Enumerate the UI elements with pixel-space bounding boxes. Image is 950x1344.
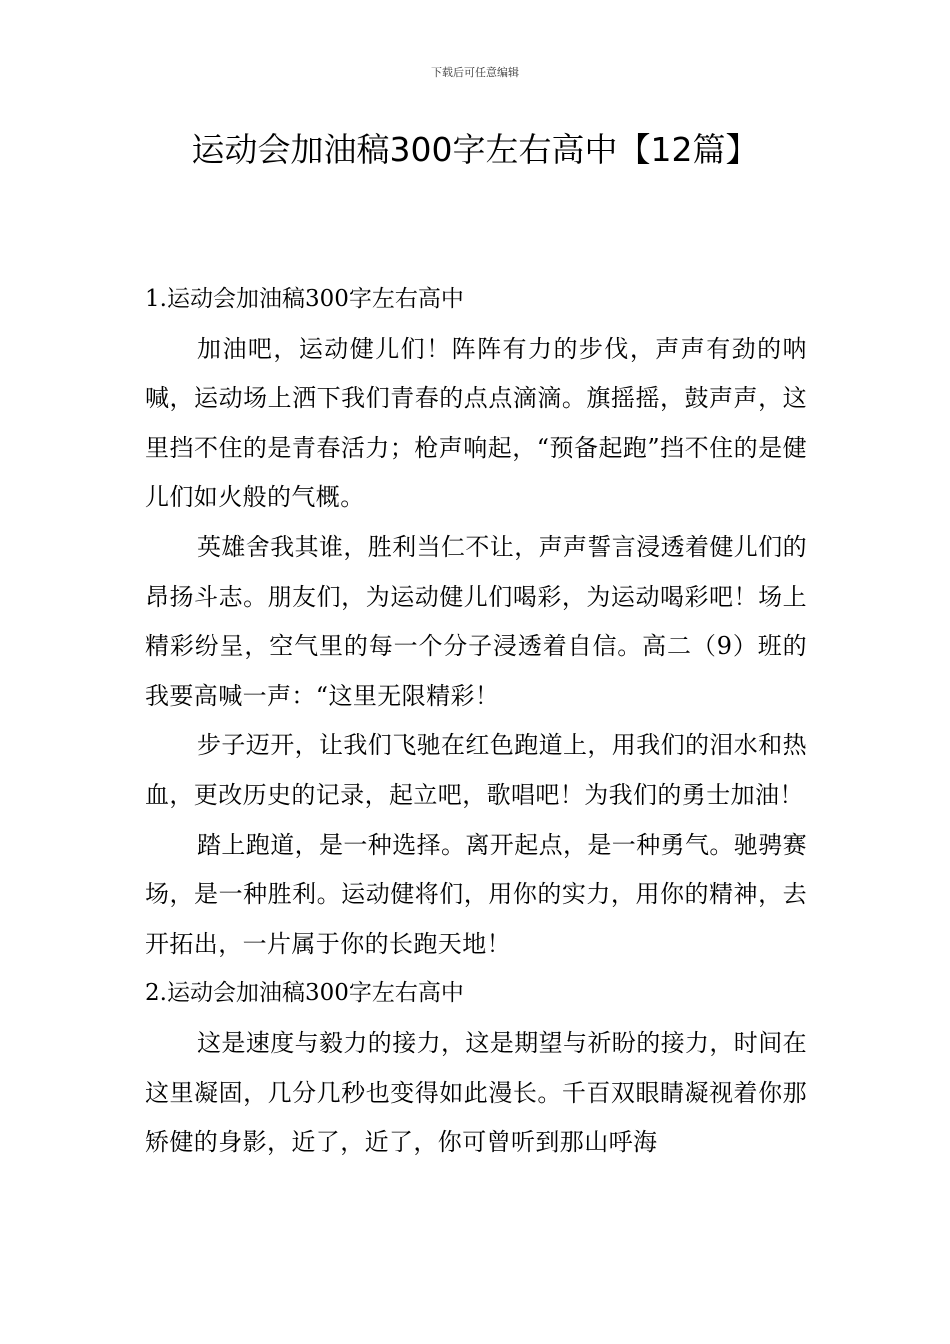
- paragraph: 英雄舍我其谁，胜利当仁不让，声声誓言浸透着健儿们的昂扬斗志。朋友们，为运动健儿们喝彩，为运动喝彩吧！场上精彩纷呈，空气里的每一个分子浸透着自信。高二（9）班的我要高喊一声：“这里无限精彩！: [145, 532, 807, 710]
- section-heading: 1.运动会加油稿300字左右高中: [145, 286, 464, 312]
- section-2: [145, 969, 807, 1167]
- document-body: [145, 275, 807, 1168]
- paragraph: 踏上跑道，是一种选择。离开起点，是一种勇气。驰骋赛场，是一种胜利。运动健将们，用你的实力，用你的精神，去开拓出，一片属于你的长跑天地！: [145, 830, 807, 958]
- section-heading: 2.运动会加油稿300字左右高中: [145, 980, 464, 1007]
- paragraph: 这是速度与毅力的接力，这是期望与祈盼的接力，时间在这里凝固，几分几秒也变得如此漫长。千百双眼睛凝视着你那矫健的身影，近了，近了，你可曾听到那山呼海: [145, 1028, 807, 1157]
- paragraph: 加油吧，运动健儿们！阵阵有力的步伐，声声有劲的呐喊，运动场上洒下我们青春的点点滴滴。旗摇摇，鼓声声，这里挡不住的是青春活力；枪声响起，“预备起跑”挡不住的是健儿们如火般的气概。: [145, 334, 807, 512]
- paragraph: 步子迈开，让我们飞驰在红色跑道上，用我们的泪水和热血，更改历史的记录，起立吧，歌唱吧！为我们的勇士加油！: [145, 731, 807, 809]
- section-1: [145, 275, 807, 969]
- page-title: 运动会加油稿300字左右高中【12篇】: [191, 130, 759, 169]
- header-note: 下载后可任意编辑: [431, 66, 519, 79]
